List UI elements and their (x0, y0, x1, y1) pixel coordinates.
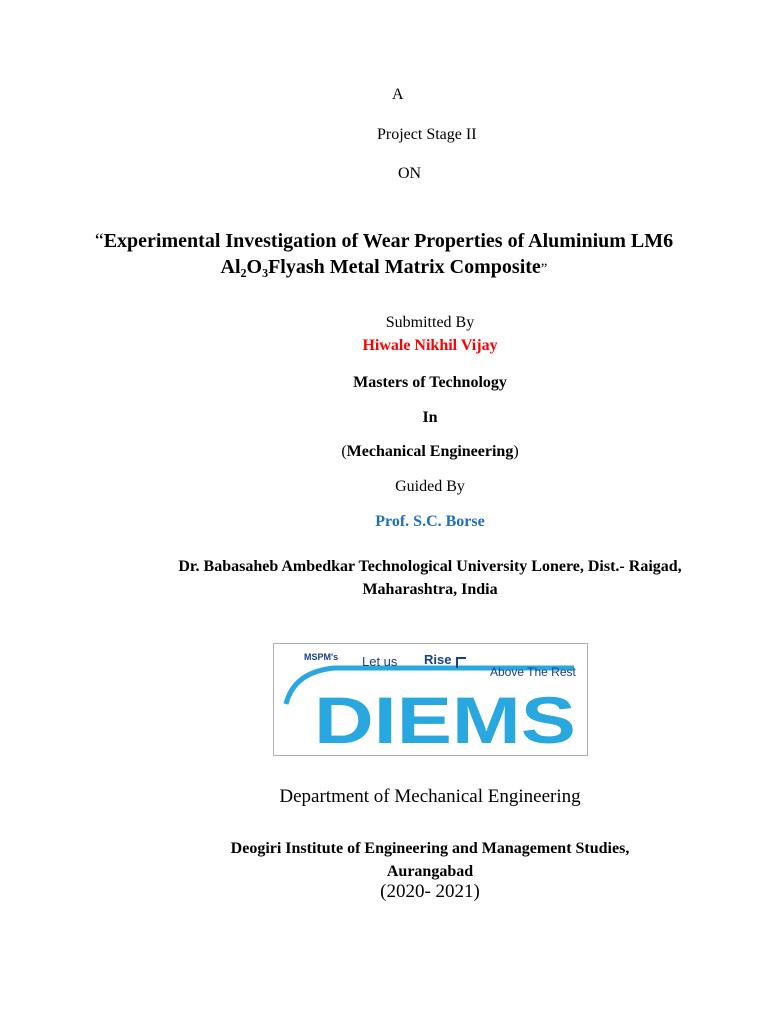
project-stage: Project Stage II (377, 126, 477, 143)
branch-paren-open: ( (341, 443, 347, 460)
open-quote: “ (94, 230, 104, 252)
title-line-2 (0, 254, 768, 282)
university-line-1: Dr. Babasaheb Ambedkar Technological University Lonere, Dist.- Raigad, (178, 558, 682, 575)
institute (0, 837, 768, 883)
university (0, 555, 768, 601)
institute-line-2: Aurangabad (386, 863, 474, 880)
guide-name: Prof. S.C. Borse (375, 513, 485, 530)
title-text-2: Al₂O₃Flyash Metal Matrix Composite (220, 256, 541, 278)
institute-line-1: Deogiri Institute of Engineering and Management Studies, (230, 840, 630, 857)
branch-paren-close: ) (513, 443, 519, 460)
logo-let-us: Let us (362, 654, 398, 669)
branch-name: Mechanical Engineering (346, 443, 514, 460)
logo-mspm: MSPM's (304, 652, 339, 662)
prefix-a: A (392, 86, 404, 103)
close-quote: ” (540, 261, 548, 277)
logo-rise: Rise (424, 652, 452, 667)
guided-by-label: Guided By (395, 478, 465, 495)
diems-logo (273, 643, 588, 756)
title-text-1: Experimental Investigation of Wear Properties of Aluminium LM6 (103, 230, 674, 252)
in-label: In (422, 409, 438, 426)
project-title (0, 228, 768, 282)
logo-diems: DIEMS (314, 683, 576, 755)
department: Department of Mechanical Engineering (279, 786, 581, 807)
university-line-2: Maharashtra, India (362, 581, 498, 598)
academic-year: (2020- 2021) (380, 881, 480, 902)
submitted-by-label: Submitted By (385, 314, 475, 331)
logo-above: Above The Rest (490, 665, 576, 679)
student-name: Hiwale Nikhil Vijay (362, 337, 498, 354)
branch (0, 443, 768, 461)
on-label: ON (398, 165, 422, 182)
title-line-1 (0, 228, 768, 254)
degree: Masters of Technology (353, 374, 507, 391)
diems-logo-graphic (274, 644, 587, 755)
